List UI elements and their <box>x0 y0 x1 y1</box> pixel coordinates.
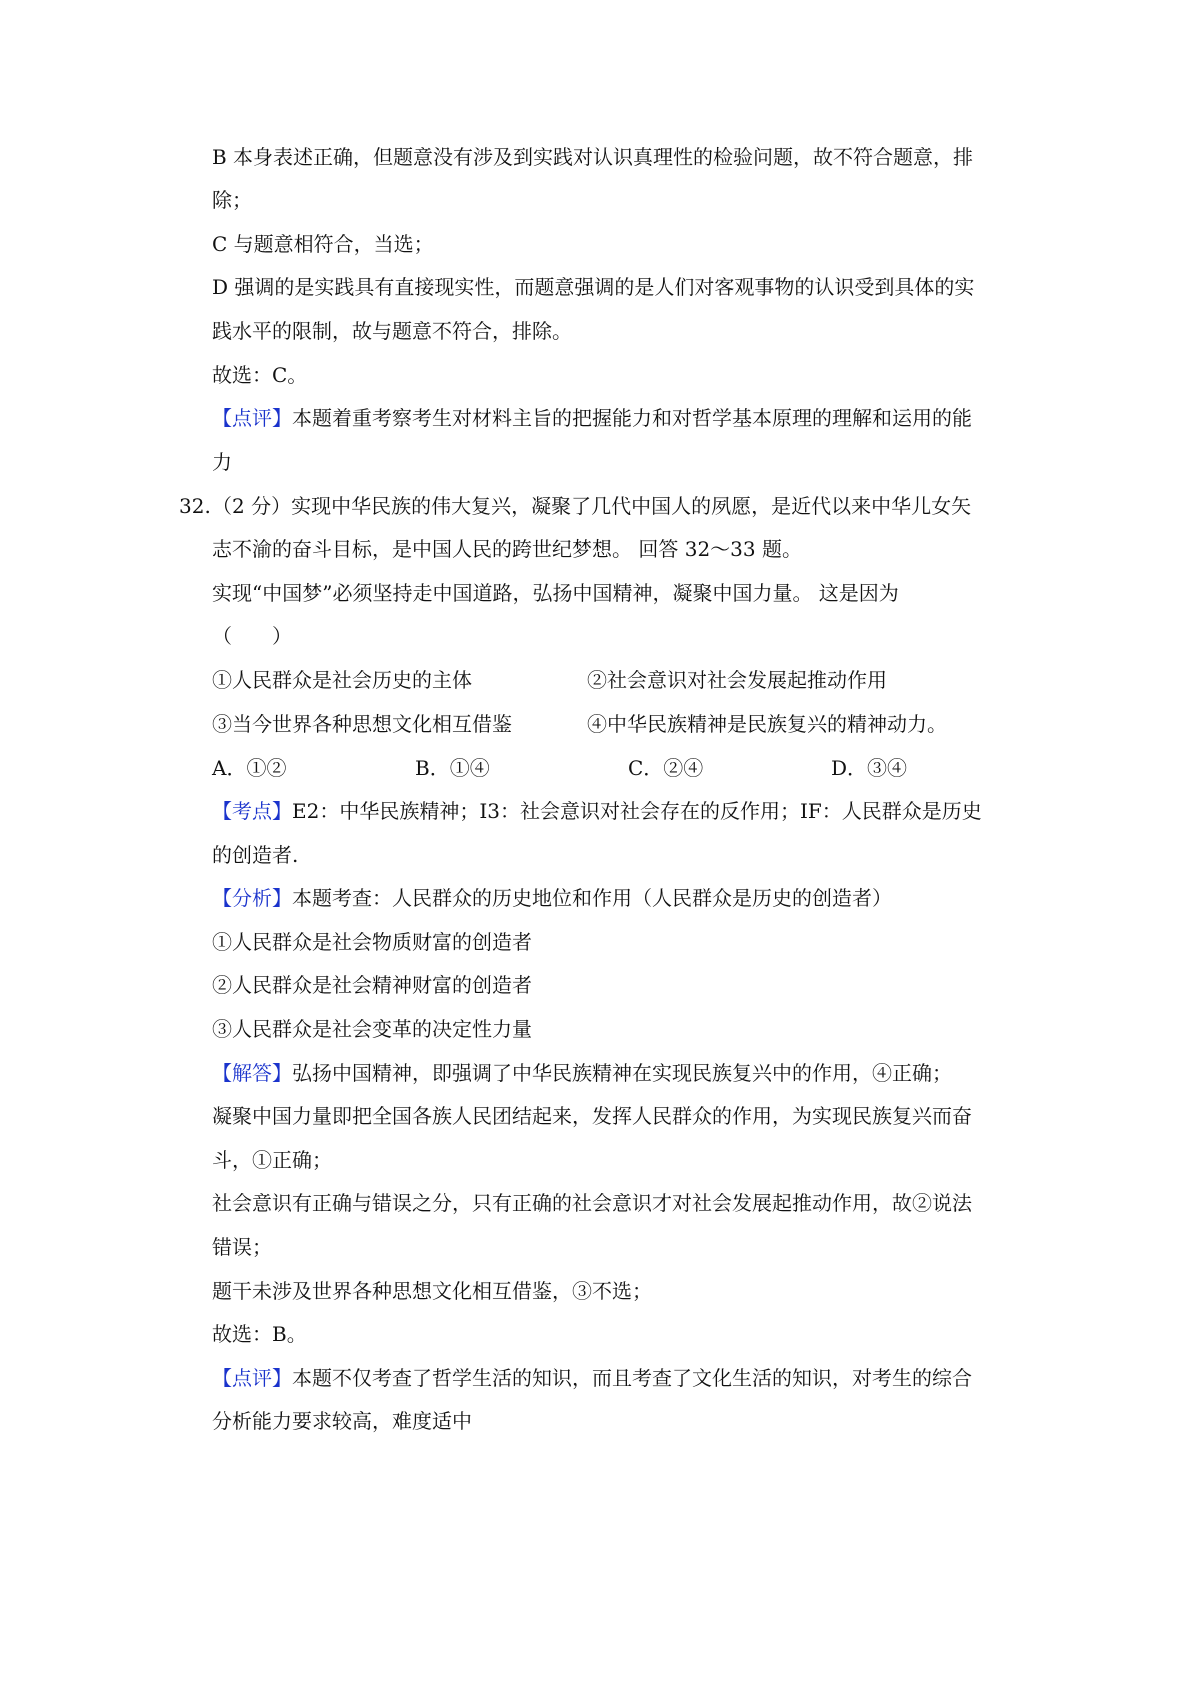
kaodian-tag: 【考点】 <box>212 799 292 823</box>
comment-tag: 【点评】 <box>212 406 292 430</box>
kaodian-text: E2：中华民族精神；I3：社会意识对社会存在的反作用；IF：人民群众是历史 <box>292 799 982 823</box>
dianping-tag: 【点评】 <box>212 1366 292 1390</box>
option-d: D．③④ <box>831 756 908 780</box>
fenxi-line <box>212 886 892 910</box>
statement-2: ②社会意识对社会发展起推动作用 <box>587 668 887 692</box>
jieda-line: 错误； <box>212 1235 272 1259</box>
fenxi-line: ①人民群众是社会物质财富的创造者 <box>212 930 532 954</box>
analysis-line: 除； <box>212 188 252 212</box>
question-number: 32. <box>179 494 211 518</box>
question-stem: （ ） <box>212 624 292 648</box>
comment-line: 力 <box>212 450 232 474</box>
question-stem: （2 分）实现中华民族的伟大复兴，凝聚了几代中国人的夙愿，是近代以来中华儿女矢 <box>212 494 972 518</box>
dianping-line: 分析能力要求较高，难度适中 <box>212 1409 472 1433</box>
option-a: A．①② <box>212 756 287 780</box>
jieda-line: 斗，①正确； <box>212 1148 332 1172</box>
kaodian-line: 的创造者. <box>212 843 299 867</box>
jieda-text: 弘扬中国精神，即强调了中华民族精神在实现民族复兴中的作用，④正确； <box>292 1061 952 1085</box>
statement-1: ①人民群众是社会历史的主体 <box>212 668 472 692</box>
analysis-line: 故选：C。 <box>212 363 308 387</box>
option-c: C．②④ <box>628 756 704 780</box>
jieda-line <box>212 1061 952 1085</box>
jieda-line: 题干未涉及世界各种思想文化相互借鉴，③不选； <box>212 1279 652 1303</box>
comment-line <box>212 406 972 430</box>
statement-4: ④中华民族精神是民族复兴的精神动力。 <box>587 712 947 736</box>
jieda-line: 故选：B。 <box>212 1322 307 1346</box>
option-b: B．①④ <box>415 756 490 780</box>
analysis-line: C 与题意相符合，当选； <box>212 232 434 256</box>
statement-3: ③当今世界各种思想文化相互借鉴 <box>212 712 512 736</box>
analysis-line: D 强调的是实践具有直接现实性，而题意强调的是人们对客观事物的认识受到具体的实 <box>212 275 975 299</box>
fenxi-tag: 【分析】 <box>212 886 292 910</box>
question-stem: 志不渝的奋斗目标，是中国人民的跨世纪梦想。 回答 32～33 题。 <box>212 537 802 561</box>
jieda-line: 凝聚中国力量即把全国各族人民团结起来，发挥人民群众的作用，为实现民族复兴而奋 <box>212 1104 972 1128</box>
kaodian-line <box>212 799 982 823</box>
fenxi-text: 本题考查：人民群众的历史地位和作用（人民群众是历史的创造者） <box>292 886 892 910</box>
fenxi-line: ②人民群众是社会精神财富的创造者 <box>212 973 532 997</box>
comment-text: 本题着重考察考生对材料主旨的把握能力和对哲学基本原理的理解和运用的能 <box>292 406 972 430</box>
dianping-text: 本题不仅考查了哲学生活的知识，而且考查了文化生活的知识，对考生的综合 <box>292 1366 972 1390</box>
fenxi-line: ③人民群众是社会变革的决定性力量 <box>212 1017 532 1041</box>
jieda-tag: 【解答】 <box>212 1061 292 1085</box>
analysis-line: 践水平的限制，故与题意不符合，排除。 <box>212 319 572 343</box>
jieda-line: 社会意识有正确与错误之分，只有正确的社会意识才对社会发展起推动作用，故②说法 <box>212 1191 972 1215</box>
question-stem: 实现“中国梦”必须坚持走中国道路，弘扬中国精神，凝聚中国力量。 这是因为 <box>212 581 899 605</box>
analysis-line: B 本身表述正确，但题意没有涉及到实践对认识真理性的检验问题，故不符合题意，排 <box>212 145 974 169</box>
dianping-line <box>212 1366 972 1390</box>
